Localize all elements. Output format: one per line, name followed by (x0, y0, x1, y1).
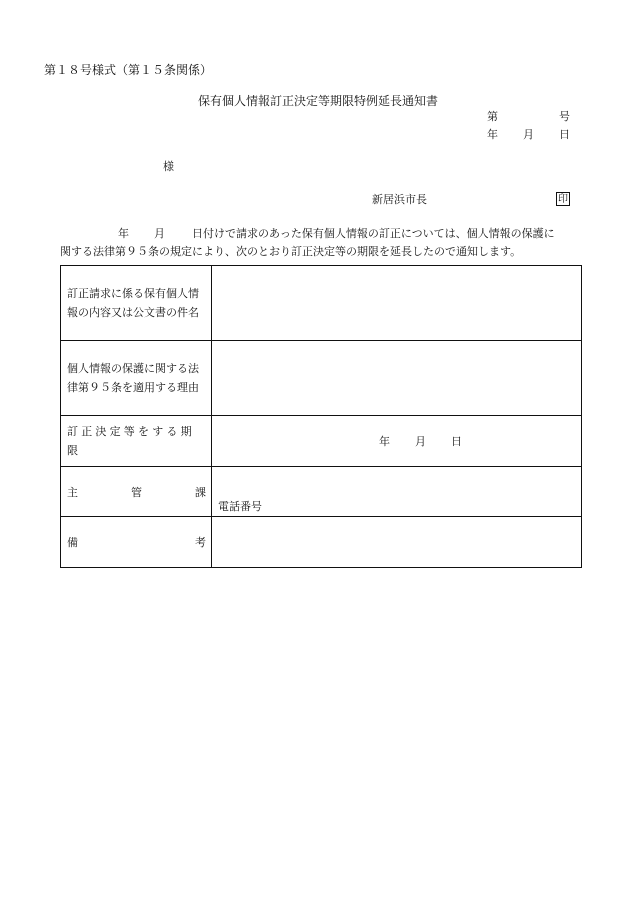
row3-value-cell[interactable] (212, 416, 582, 467)
row4-label-b: 管 (131, 485, 142, 499)
row5-value-cell[interactable] (212, 517, 582, 568)
row4-label-c: 課 (195, 485, 206, 499)
row1-label-line-a: 訂正請求に係る保有個人情 (67, 287, 199, 300)
notice-body-line-1 (60, 225, 585, 243)
row1-label-cell (61, 266, 212, 341)
issuer-name: 新居浜市長 (372, 193, 427, 206)
deadline-month-label: 月 (415, 435, 426, 448)
row3-label-cell (61, 416, 212, 467)
row4-label-cell (61, 467, 212, 517)
seal-mark: 印 (558, 194, 568, 205)
reference-dai: 第 (487, 110, 498, 123)
form-number: 第１８号様式（第１５条関係） (44, 63, 213, 77)
table-row-remarks (61, 517, 582, 568)
date-month-label: 月 (523, 128, 534, 141)
row5-label-b: 考 (195, 536, 206, 549)
row2-label-line-a: 個人情報の保護に関する法 (67, 362, 199, 375)
body-year: 年 (118, 227, 129, 240)
row1-value-cell[interactable] (212, 266, 582, 341)
row3-label: 訂正決定等をする期限 (67, 425, 195, 457)
row2-value-cell[interactable] (212, 341, 582, 416)
row5-label-a: 備 (67, 536, 78, 549)
body-line1-rest: 日付けで請求のあった保有個人情報の訂正については、個人情報の保護に (192, 227, 555, 240)
deadline-year-label: 年 (379, 435, 390, 448)
table-row-request-content (61, 266, 582, 341)
row2-label-cell (61, 341, 212, 416)
reference-go: 号 (559, 110, 570, 123)
row2-label-line-b: 律第９５条を適用する理由 (67, 381, 199, 394)
row1-label-line-b: 報の内容又は公文書の件名 (67, 306, 199, 319)
row4-label-a: 主 (67, 485, 78, 499)
deadline-day-label: 日 (451, 435, 462, 448)
body-month: 月 (154, 227, 165, 240)
notice-body (60, 225, 585, 261)
document-title: 保有個人情報訂正決定等期限特例延長通知書 (198, 94, 439, 108)
row5-label-cell (61, 517, 212, 568)
table-row-deadline (61, 416, 582, 467)
table-row-department (61, 467, 582, 517)
row4-value-cell[interactable] (212, 467, 582, 517)
table-row-reason (61, 341, 582, 416)
phone-number-label: 電話番号 (218, 500, 262, 513)
notice-body-line-2: 関する法律第９５条の規定により、次のとおり訂正決定等の期限を延長したので通知します。 (60, 245, 522, 258)
date-year-label: 年 (487, 128, 498, 141)
addressee-honorific: 様 (163, 160, 174, 173)
date-day-label: 日 (559, 128, 570, 141)
notice-table (60, 265, 582, 568)
